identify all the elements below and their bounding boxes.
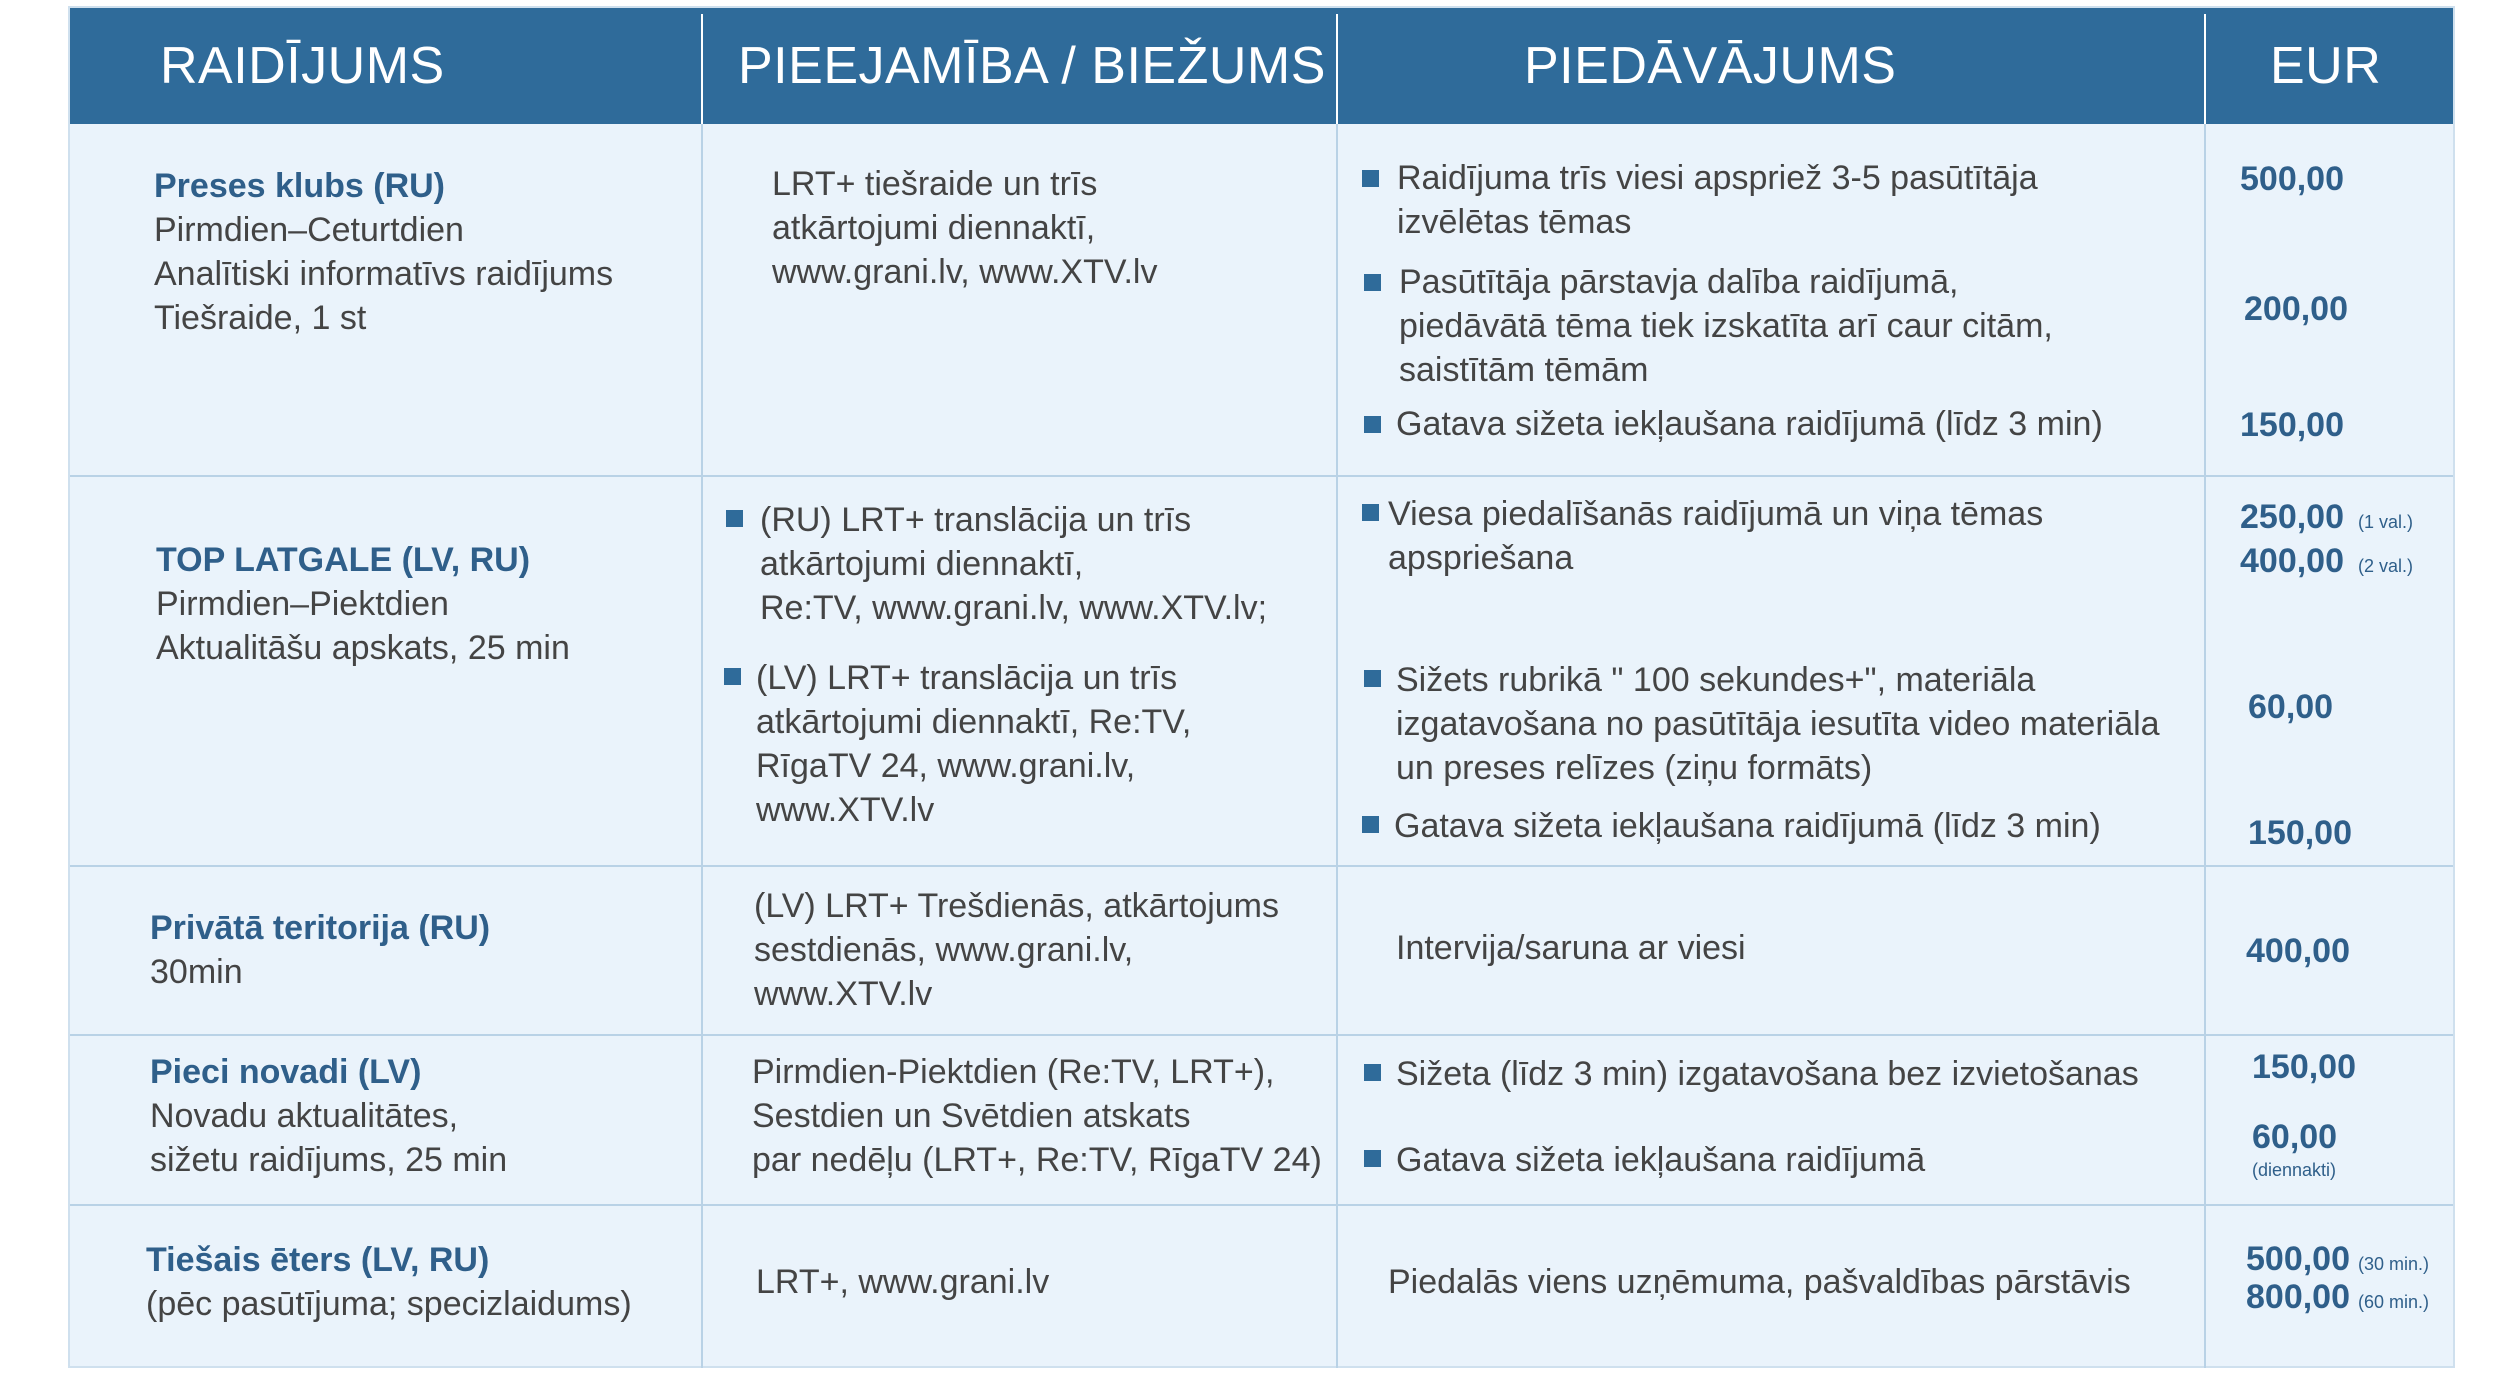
offer-item — [1399, 260, 2053, 392]
offer-item — [1388, 492, 2043, 580]
availability-line: Re:TV, www.grani.lv, www.XTV.lv; — [760, 589, 1268, 627]
price-note: (1 val.) — [2358, 512, 2414, 532]
program-detail: Pirmdien–Piektdien — [156, 585, 449, 623]
table-row-1-program — [154, 164, 613, 340]
price-value: 150,00 — [2240, 406, 2344, 444]
price-note: (2 val.) — [2358, 556, 2414, 576]
offer-line: Pasūtītāja pārstavja dalība raidījumā, — [1399, 263, 1959, 301]
price-value: 200,00 — [2244, 290, 2348, 328]
price-note: (60 min.) — [2358, 1292, 2430, 1312]
availability-line: Sestdien un Svētdien atskats — [752, 1097, 1191, 1135]
row-divider — [70, 1034, 2453, 1036]
availability-line: atkārtojumi diennaktī, — [772, 209, 1096, 247]
row-divider — [70, 475, 2453, 477]
program-detail: Pirmdien–Ceturtdien — [154, 211, 464, 249]
header-divider — [701, 14, 703, 124]
price-value: 60,00 — [2248, 688, 2334, 726]
availability-line: atkārtojumi diennaktī, — [760, 545, 1084, 583]
table-row-2-program — [156, 538, 570, 670]
offer-line: izgatavošana no pasūtītāja iesutīta video materiāla — [1396, 705, 2160, 743]
table-header — [70, 8, 2453, 124]
row-divider — [70, 1204, 2453, 1206]
availability-item — [760, 498, 1267, 630]
price-amount: 400,00 — [2240, 542, 2344, 580]
table-row-4-program — [150, 1050, 507, 1182]
availability-line: atkārtojumi diennaktī, Re:TV, — [756, 703, 1192, 741]
row-divider — [70, 865, 2453, 867]
offer-line: Raidījuma trīs viesi apspriež 3-5 pasūtītāja — [1397, 159, 2038, 197]
table-row-4-availability — [752, 1050, 1322, 1182]
bullet-icon — [726, 510, 743, 527]
offer-line: piedāvātā tēma tiek izskatīta arī caur citām, — [1399, 307, 2053, 345]
header-divider — [2204, 14, 2206, 124]
bullet-icon — [1364, 670, 1381, 687]
availability-line: (RU) LRT+ translācija un trīs — [760, 501, 1192, 539]
table-row-3-availability — [754, 884, 1279, 1016]
availability-line: www.XTV.lv — [754, 975, 933, 1013]
bullet-icon — [1364, 416, 1381, 433]
program-detail: Aktualitāšu apskats, 25 min — [156, 629, 570, 667]
program-detail: Novadu aktualitātes, — [150, 1097, 459, 1135]
table-row-5-program — [146, 1238, 632, 1326]
offer-line: Gatava sižeta iekļaušana raidījumā (līdz 3 min) — [1396, 405, 2103, 443]
offer-line: Sižets rubrikā " 100 sekundes+", materiāla — [1396, 661, 2036, 699]
offer-item — [1396, 402, 2103, 446]
program-name: Preses klubs (RU) — [154, 167, 445, 205]
column-divider — [2204, 14, 2206, 1368]
offer-item — [1397, 156, 2038, 244]
offer-line: Gatava sižeta iekļaušana raidījumā (līdz 3 min) — [1394, 807, 2101, 845]
program-name: TOP LATGALE (LV, RU) — [156, 541, 531, 579]
offer-line: Piedalās viens uzņēmuma, pašvaldības pārstāvis — [1388, 1263, 2131, 1301]
price-value: 500,00 — [2240, 160, 2344, 198]
offer-line: Gatava sižeta iekļaušana raidījumā — [1396, 1141, 1926, 1179]
program-detail: (pēc pasūtījuma; specizlaidums) — [146, 1285, 632, 1323]
table-row-1-availability — [772, 162, 1157, 294]
offer-line: apspriešana — [1388, 539, 1574, 577]
price-value — [2246, 1278, 2429, 1317]
header-availability: PIEEJAMĪBA / BIEŽUMS — [738, 37, 1326, 95]
availability-line: sestdienās, www.grani.lv, — [754, 931, 1134, 969]
price-value — [2240, 542, 2413, 581]
availability-line: (LV) LRT+ translācija un trīs — [756, 659, 1178, 697]
offer-line: izvēlētas tēmas — [1397, 203, 1632, 241]
availability-line: par nedēļu (LRT+, Re:TV, RīgaTV 24) — [752, 1141, 1322, 1179]
price-value: 150,00 — [2252, 1048, 2356, 1086]
availability-line: LRT+, www.grani.lv — [756, 1263, 1050, 1301]
bullet-icon — [1364, 1064, 1381, 1081]
availability-item — [756, 656, 1191, 832]
price-value: 400,00 — [2246, 932, 2350, 970]
bullet-icon — [1362, 504, 1379, 521]
program-name: Privātā teritorija (RU) — [150, 909, 491, 947]
header-eur: EUR — [2270, 37, 2382, 95]
availability-line: RīgaTV 24, www.grani.lv, — [756, 747, 1136, 785]
availability-line: www.grani.lv, www.XTV.lv — [772, 253, 1158, 291]
program-detail: 30min — [150, 953, 243, 991]
offer-line: Sižeta (līdz 3 min) izgatavošana bez izvietošanas — [1396, 1055, 2139, 1093]
program-name: Tiešais ēters (LV, RU) — [146, 1241, 490, 1279]
offer-line: Intervija/saruna ar viesi — [1396, 929, 1746, 967]
table-row-5-availability — [756, 1260, 1049, 1304]
header-program: RAIDĪJUMS — [160, 37, 445, 95]
column-divider — [1336, 14, 1338, 1368]
header-divider — [1336, 14, 1338, 124]
price-value — [2246, 1240, 2429, 1279]
offer-item — [1396, 1052, 2139, 1096]
availability-line: www.XTV.lv — [756, 791, 935, 829]
table-row-3-program — [150, 906, 490, 994]
price-value — [2240, 498, 2413, 537]
program-detail: Analītiski informatīvs raidījums — [154, 255, 614, 293]
offer-item — [1394, 804, 2101, 848]
bullet-icon — [1362, 170, 1379, 187]
offer-line: un preses relīzes (ziņu formāts) — [1396, 749, 1873, 787]
price-value: 60,00 — [2252, 1118, 2338, 1156]
bullet-icon — [1362, 816, 1379, 833]
program-detail: sižetu raidījums, 25 min — [150, 1141, 508, 1179]
availability-line: LRT+ tiešraide un trīs — [772, 165, 1098, 203]
header-offer: PIEDĀVĀJUMS — [1524, 37, 1897, 95]
price-amount: 800,00 — [2246, 1278, 2350, 1316]
bullet-icon — [1364, 1150, 1381, 1167]
price-amount: 250,00 — [2240, 498, 2344, 536]
offer-item — [1396, 926, 1746, 970]
column-divider — [701, 14, 703, 1368]
price-note: (30 min.) — [2358, 1254, 2430, 1274]
offer-item — [1396, 1138, 1925, 1182]
price-table — [68, 6, 2455, 1368]
availability-line: (LV) LRT+ Trešdienās, atkārtojums — [754, 887, 1280, 925]
offer-line: Viesa piedalīšanās raidījumā un viņa tēmas — [1388, 495, 2044, 533]
program-name: Pieci novadi (LV) — [150, 1053, 422, 1091]
offer-item — [1388, 1260, 2131, 1304]
bullet-icon — [1364, 274, 1381, 291]
price-value: 150,00 — [2248, 814, 2352, 852]
bullet-icon — [724, 668, 741, 685]
offer-item — [1396, 658, 2160, 790]
availability-line: Pirmdien-Piektdien (Re:TV, LRT+), — [752, 1053, 1275, 1091]
price-amount: 500,00 — [2246, 1240, 2350, 1278]
offer-line: saistītām tēmām — [1399, 351, 1649, 389]
program-detail: Tiešraide, 1 st — [154, 299, 367, 337]
price-note: (diennakti) — [2252, 1160, 2337, 1180]
